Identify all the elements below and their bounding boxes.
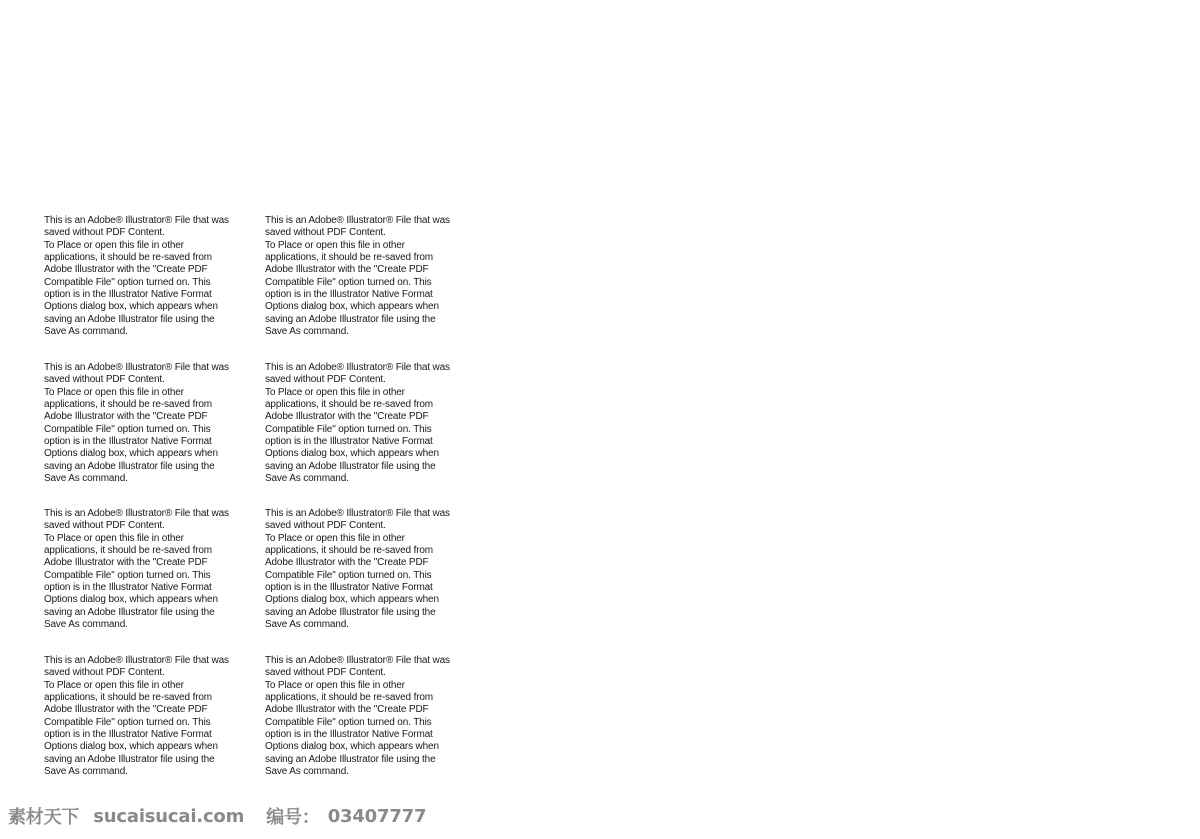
notice-line: applications, it should be re-saved from bbox=[44, 545, 212, 557]
notice-line: option is in the Illustrator Native Format bbox=[265, 289, 433, 301]
notice-line: Save As command. bbox=[44, 619, 128, 631]
notice-line: Compatible File" option turned on. This bbox=[44, 423, 211, 435]
notice-line: To Place or open this file in other bbox=[265, 532, 405, 544]
watermark-footer bbox=[8, 803, 608, 829]
notice-line: applications, it should be re-saved from bbox=[44, 399, 212, 411]
notice-line: option is in the Illustrator Native Format bbox=[44, 582, 212, 594]
notice-line: option is in the Illustrator Native Format bbox=[265, 582, 433, 594]
notice-line: Save As command. bbox=[44, 473, 128, 485]
watermark-site-name: 素材天下 bbox=[8, 807, 80, 828]
notice-line: Save As command. bbox=[44, 766, 128, 778]
notice-line: saved without PDF Content. bbox=[44, 667, 165, 679]
notice-line: Options dialog box, which appears when bbox=[44, 741, 218, 753]
notice-line: To Place or open this file in other bbox=[44, 532, 184, 544]
notice-line: Options dialog box, which appears when bbox=[44, 448, 218, 460]
notice-line: Adobe Illustrator with the "Create PDF bbox=[44, 704, 208, 716]
notice-line: This is an Adobe® Illustrator® File that was bbox=[265, 215, 450, 226]
pdf-content-notice bbox=[265, 215, 465, 338]
notice-line: Compatible File" option turned on. This bbox=[44, 716, 211, 728]
notice-line: Options dialog box, which appears when bbox=[265, 301, 439, 313]
notice-line: saving an Adobe Illustrator file using the bbox=[265, 606, 436, 618]
pdf-content-notice bbox=[44, 655, 244, 778]
notice-line: Adobe Illustrator with the "Create PDF bbox=[265, 557, 429, 569]
notice-line: saving an Adobe Illustrator file using the bbox=[44, 753, 215, 765]
notice-line: saved without PDF Content. bbox=[44, 227, 165, 239]
notice-line: Compatible File" option turned on. This bbox=[265, 716, 432, 728]
notice-line: To Place or open this file in other bbox=[44, 679, 184, 691]
notice-line: This is an Adobe® Illustrator® File that was bbox=[265, 508, 450, 519]
notice-line: Compatible File" option turned on. This bbox=[44, 569, 211, 581]
watermark-id-value: 03407777 bbox=[327, 805, 427, 827]
notice-line: saving an Adobe Illustrator file using the bbox=[44, 313, 215, 325]
notice-line: saved without PDF Content. bbox=[44, 520, 165, 532]
notice-line: applications, it should be re-saved from bbox=[44, 252, 212, 264]
notice-line: saved without PDF Content. bbox=[265, 520, 386, 532]
notice-line: Options dialog box, which appears when bbox=[44, 594, 218, 606]
notice-line: saving an Adobe Illustrator file using the bbox=[265, 460, 436, 472]
notice-line: Adobe Illustrator with the "Create PDF bbox=[265, 264, 429, 276]
notice-line: saving an Adobe Illustrator file using the bbox=[265, 753, 436, 765]
notice-line: Save As command. bbox=[265, 326, 349, 338]
pdf-content-notice bbox=[44, 215, 244, 338]
watermark-id-label: 编号： bbox=[266, 807, 320, 828]
notice-line: option is in the Illustrator Native Format bbox=[44, 289, 212, 301]
pdf-content-notice bbox=[265, 362, 465, 485]
notice-line: To Place or open this file in other bbox=[265, 386, 405, 398]
notice-line: To Place or open this file in other bbox=[265, 239, 405, 251]
notice-line: Save As command. bbox=[265, 766, 349, 778]
notice-line: This is an Adobe® Illustrator® File that was bbox=[265, 362, 450, 373]
notice-line: applications, it should be re-saved from bbox=[44, 692, 212, 704]
notice-line: This is an Adobe® Illustrator® File that was bbox=[44, 362, 229, 373]
notice-line: option is in the Illustrator Native Format bbox=[44, 729, 212, 741]
notice-line: This is an Adobe® Illustrator® File that was bbox=[44, 215, 229, 226]
pdf-content-notice bbox=[265, 655, 465, 778]
notice-line: saved without PDF Content. bbox=[44, 374, 165, 386]
notice-line: saved without PDF Content. bbox=[265, 374, 386, 386]
watermark-site-url: sucaisucai.com bbox=[93, 805, 245, 827]
notice-line: Save As command. bbox=[265, 473, 349, 485]
notice-line: applications, it should be re-saved from bbox=[265, 692, 433, 704]
notice-line: option is in the Illustrator Native Format bbox=[265, 729, 433, 741]
notice-line: To Place or open this file in other bbox=[44, 239, 184, 251]
notice-line: Adobe Illustrator with the "Create PDF bbox=[44, 411, 208, 423]
notice-line: Options dialog box, which appears when bbox=[44, 301, 218, 313]
notice-line: Options dialog box, which appears when bbox=[265, 594, 439, 606]
notice-line: This is an Adobe® Illustrator® File that was bbox=[44, 655, 229, 666]
notice-line: applications, it should be re-saved from bbox=[265, 252, 433, 264]
notice-line: applications, it should be re-saved from bbox=[265, 399, 433, 411]
notice-line: This is an Adobe® Illustrator® File that was bbox=[265, 655, 450, 666]
notice-line: Adobe Illustrator with the "Create PDF bbox=[44, 557, 208, 569]
notice-line: Compatible File" option turned on. This bbox=[265, 569, 432, 581]
notice-line: saving an Adobe Illustrator file using the bbox=[44, 460, 215, 472]
notice-line: saved without PDF Content. bbox=[265, 227, 386, 239]
pdf-content-notice bbox=[265, 508, 465, 631]
notice-line: Adobe Illustrator with the "Create PDF bbox=[44, 264, 208, 276]
notice-line: option is in the Illustrator Native Format bbox=[44, 436, 212, 448]
notice-line: saved without PDF Content. bbox=[265, 667, 386, 679]
notice-line: Options dialog box, which appears when bbox=[265, 741, 439, 753]
notice-line: Adobe Illustrator with the "Create PDF bbox=[265, 704, 429, 716]
notice-line: Compatible File" option turned on. This bbox=[265, 423, 432, 435]
notice-line: applications, it should be re-saved from bbox=[265, 545, 433, 557]
notice-line: Save As command. bbox=[44, 326, 128, 338]
notice-line: Save As command. bbox=[265, 619, 349, 631]
notice-line: Compatible File" option turned on. This bbox=[44, 276, 211, 288]
notice-line: Options dialog box, which appears when bbox=[265, 448, 439, 460]
pdf-content-notice bbox=[44, 508, 244, 631]
notice-line: Adobe Illustrator with the "Create PDF bbox=[265, 411, 429, 423]
notice-line: saving an Adobe Illustrator file using the bbox=[265, 313, 436, 325]
notice-line: Compatible File" option turned on. This bbox=[265, 276, 432, 288]
notice-line: To Place or open this file in other bbox=[44, 386, 184, 398]
notice-line: This is an Adobe® Illustrator® File that was bbox=[44, 508, 229, 519]
pdf-content-notice bbox=[44, 362, 244, 485]
notice-line: saving an Adobe Illustrator file using the bbox=[44, 606, 215, 618]
notice-line: To Place or open this file in other bbox=[265, 679, 405, 691]
notice-line: option is in the Illustrator Native Format bbox=[265, 436, 433, 448]
